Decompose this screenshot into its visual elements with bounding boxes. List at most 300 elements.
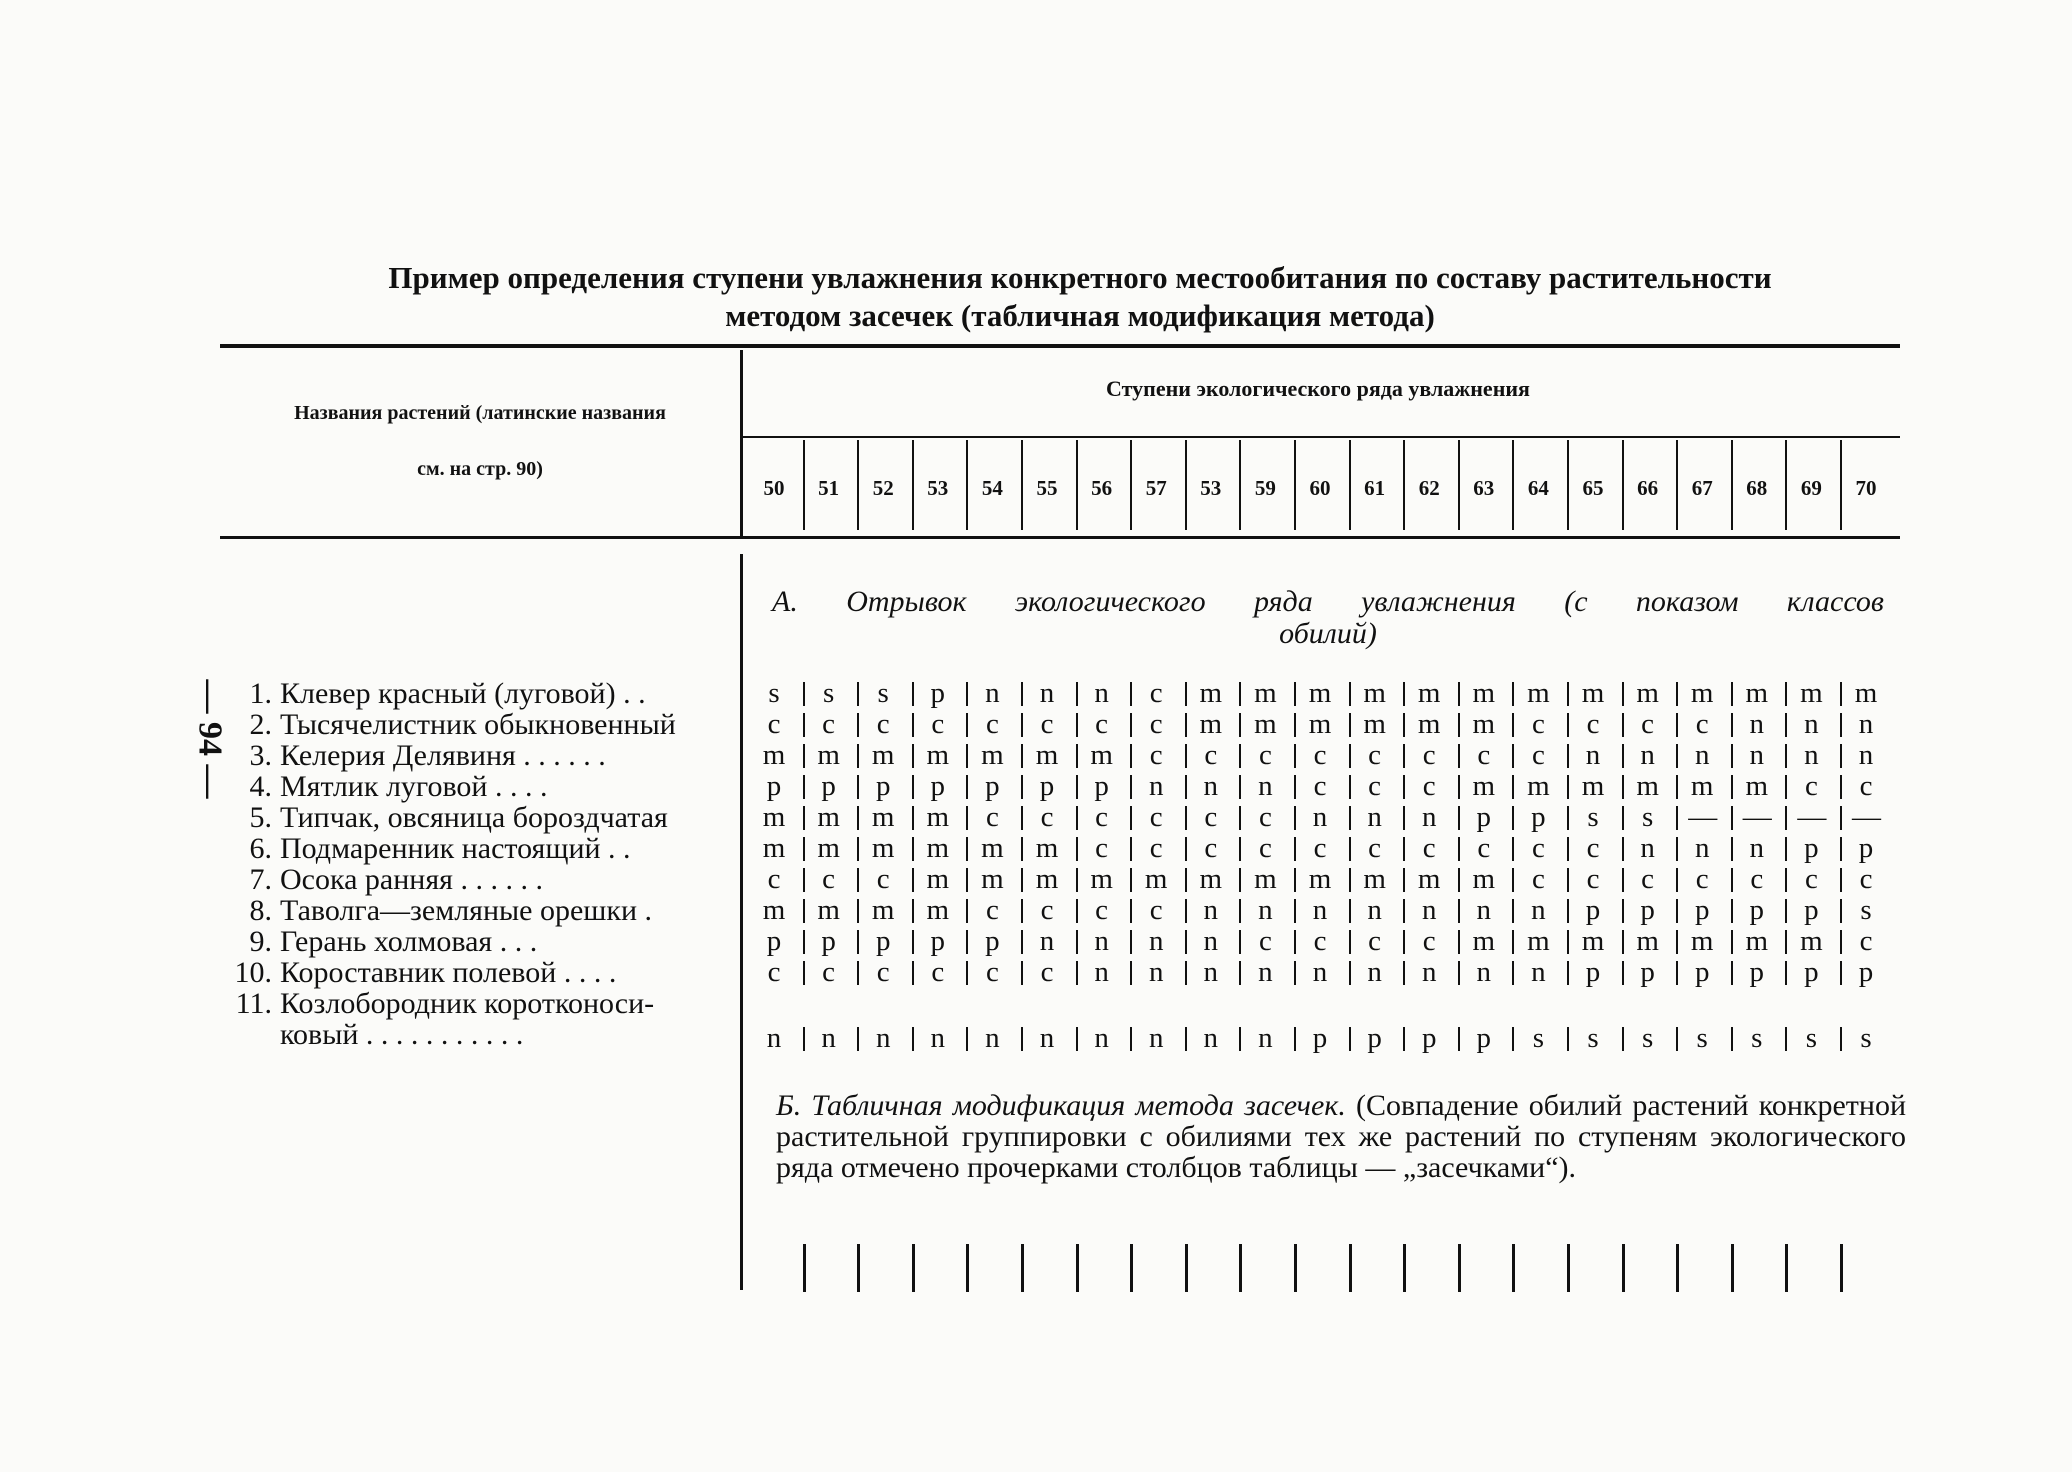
cell-separator: [1349, 837, 1351, 861]
cell-separator: [803, 837, 805, 861]
abundance-cell: m: [1417, 708, 1441, 740]
cell-separator: [1185, 961, 1187, 985]
plant-name: Осока ранняя . . . . . .: [280, 863, 543, 896]
column-number: 61: [1364, 476, 1386, 500]
abundance-cell: m: [1800, 677, 1823, 709]
plant-number: 5.: [249, 801, 272, 834]
notch-mark: [966, 1244, 969, 1292]
abundance-cell: m: [1527, 925, 1550, 957]
plant-row: [228, 988, 728, 1019]
section-a-word: Отрывок: [846, 585, 967, 618]
cell-separator: [1239, 806, 1241, 830]
abundance-cell: p: [930, 677, 946, 709]
abundance-cell: n: [1749, 739, 1765, 771]
abundance-cell: p: [1858, 832, 1874, 864]
cell-separator: [1021, 868, 1023, 892]
abundance-cell: m: [1472, 770, 1496, 802]
column-number: 56: [1091, 476, 1113, 500]
plant-number: 9.: [249, 925, 272, 958]
cell-separator: [1349, 806, 1351, 830]
column-separator: [1239, 440, 1241, 530]
cell-separator: [1622, 961, 1624, 985]
abundance-cell: c: [1804, 863, 1818, 895]
abundance-cell: m: [871, 894, 895, 926]
abundance-cell: p: [821, 925, 836, 957]
cell-separator: [1840, 899, 1842, 923]
cell-separator: [1294, 1027, 1296, 1051]
cell-separator: [1076, 837, 1078, 861]
cell-separator: [1458, 775, 1460, 799]
cell-separator: [1130, 775, 1132, 799]
abundance-cell: p: [1585, 894, 1601, 926]
abundance-cell: m: [762, 801, 786, 833]
column-separator: [912, 440, 914, 530]
cell-separator: [1294, 682, 1296, 706]
cell-separator: [1349, 744, 1351, 768]
cell-separator: [1458, 961, 1460, 985]
cell-separator: [1512, 1027, 1514, 1051]
cell-separator: [803, 899, 805, 923]
cell-separator: [803, 744, 805, 768]
cell-separator: [1785, 930, 1787, 954]
plant-row: [228, 802, 728, 833]
abundance-cell: c: [1422, 739, 1436, 771]
abundance-cell: n: [1258, 956, 1273, 988]
abundance-cell: n: [1094, 925, 1109, 957]
abundance-cell: c: [1258, 739, 1272, 771]
abundance-cell: c: [1258, 925, 1272, 957]
cell-separator: [1403, 775, 1405, 799]
plant-name: Тысячелистник обыкновенный: [280, 708, 676, 741]
cell-separator: [1130, 1027, 1132, 1051]
cell-separator: [1840, 1027, 1842, 1051]
notch-mark: [1567, 1244, 1570, 1292]
cell-separator: [1294, 899, 1296, 923]
cell-separator: [1512, 961, 1514, 985]
abundance-cell: c: [1313, 925, 1327, 957]
cell-separator: [1294, 961, 1296, 985]
plant-name: Клевер красный (луговой) . .: [280, 677, 646, 710]
cell-separator: [1622, 806, 1624, 830]
abundance-cell: c: [1750, 863, 1764, 895]
cell-separator: [912, 837, 914, 861]
cell-separator: [857, 930, 859, 954]
cell-separator: [1349, 899, 1351, 923]
abundance-cell: n: [930, 1022, 946, 1054]
cell-separator: [912, 868, 914, 892]
abundance-cell: m: [981, 739, 1004, 771]
plant-name: Типчак, овсяница бороздчатая: [280, 801, 668, 834]
abundance-cell: c: [822, 708, 836, 740]
abundance-cell: m: [1363, 677, 1386, 709]
abundance-cell: m: [1035, 832, 1059, 864]
section-b-body: (Совпадение обилий растений конкретной растительной группировки с обилиями тех же растений по ступеням экологического ряда отмечено прочерками столбцов таблицы — „засечками“).: [776, 1089, 1906, 1184]
header-left-line-2: см. на стр. 90): [417, 458, 543, 480]
abundance-cell: n: [1039, 925, 1055, 957]
abundance-cell: c: [767, 708, 781, 740]
cell-separator: [1403, 930, 1405, 954]
section-a-word: (с: [1564, 585, 1588, 618]
plant-row: [228, 895, 728, 926]
abundance-cell: n: [1148, 1022, 1164, 1054]
cell-separator: [1239, 744, 1241, 768]
notch-mark: [1076, 1244, 1079, 1292]
cell-separator: [1294, 930, 1296, 954]
cell-separator: [1349, 682, 1351, 706]
abundance-cell: c: [1859, 863, 1873, 895]
cell-separator: [1458, 682, 1460, 706]
plant-number: 11.: [235, 987, 272, 1020]
cell-separator: [912, 806, 914, 830]
plant-number: 1.: [249, 677, 272, 710]
abundance-cell: c: [985, 894, 999, 926]
cell-separator: [1512, 837, 1514, 861]
abundance-cell: m: [1035, 739, 1059, 771]
abundance-cell: n: [1531, 894, 1546, 926]
abundance-cell: —: [1688, 801, 1718, 833]
abundance-cell: m: [762, 832, 786, 864]
abundance-cell: c: [876, 863, 890, 895]
cell-separator: [1349, 868, 1351, 892]
cell-separator: [1676, 806, 1678, 830]
plant-row: [228, 771, 728, 802]
cell-separator: [1731, 744, 1733, 768]
cell-separator: [1076, 775, 1078, 799]
abundance-cell: m: [1363, 863, 1386, 895]
abundance-cell: s: [822, 677, 835, 709]
cell-separator: [1731, 1027, 1733, 1051]
cell-separator: [1785, 775, 1787, 799]
cell-separator: [1622, 899, 1624, 923]
abundance-cell: c: [1368, 770, 1382, 802]
abundance-cell: m: [1527, 770, 1550, 802]
cell-separator: [1294, 806, 1296, 830]
abundance-cell: n: [1476, 894, 1492, 926]
column-separator: [1567, 440, 1569, 530]
title-line-2: методом засечек (табличная модификация метода): [725, 298, 1435, 333]
plant-row: [228, 864, 728, 895]
abundance-cell: m: [1363, 708, 1386, 740]
cell-separator: [803, 961, 805, 985]
abundance-cell: m: [1854, 677, 1878, 709]
cell-separator: [1785, 682, 1787, 706]
column-number: 68: [1746, 476, 1768, 500]
cell-separator: [966, 961, 968, 985]
abundance-cell: c: [1531, 708, 1545, 740]
abundance-cell: n: [821, 1022, 836, 1054]
cell-separator: [1840, 744, 1842, 768]
abundance-cell: c: [767, 956, 781, 988]
cell-separator: [1403, 837, 1405, 861]
abundance-cell: s: [1751, 1022, 1763, 1054]
column-separator: [1622, 440, 1624, 530]
abundance-cell: m: [871, 832, 895, 864]
cell-separator: [966, 806, 968, 830]
abundance-cell: n: [1694, 739, 1710, 771]
cell-separator: [1512, 899, 1514, 923]
abundance-cell: n: [1804, 708, 1819, 740]
cell-separator: [1130, 899, 1132, 923]
cell-separator: [912, 775, 914, 799]
cell-separator: [1567, 713, 1569, 737]
abundance-cell: c: [1258, 801, 1272, 833]
cell-separator: [1349, 1027, 1351, 1051]
abundance-cell: p: [766, 925, 782, 957]
column-separator: [1349, 440, 1351, 530]
abundance-cell: s: [768, 677, 780, 709]
abundance-cell: n: [1804, 739, 1819, 771]
cell-separator: [912, 682, 914, 706]
column-number: 60: [1309, 476, 1331, 500]
cell-separator: [1458, 806, 1460, 830]
cell-separator: [1512, 930, 1514, 954]
cell-separator: [1239, 868, 1241, 892]
abundance-cell: c: [1422, 832, 1436, 864]
abundance-cell: m: [1144, 863, 1168, 895]
cell-separator: [1076, 713, 1078, 737]
cell-separator: [1731, 837, 1733, 861]
cell-separator: [1076, 961, 1078, 985]
cell-separator: [1239, 775, 1241, 799]
abundance-cell: m: [1254, 677, 1277, 709]
plant-number: 6.: [249, 832, 272, 865]
section-a-word: экологического: [1014, 585, 1206, 618]
cell-separator: [857, 868, 859, 892]
cell-separator: [1130, 806, 1132, 830]
column-number: 55: [1036, 476, 1058, 500]
cell-separator: [1021, 806, 1023, 830]
column-separator: [1731, 440, 1733, 530]
abundance-cell: c: [1204, 832, 1218, 864]
section-a-heading-line-1: [772, 585, 1884, 619]
abundance-cell: c: [1040, 708, 1054, 740]
cell-separator: [1239, 682, 1241, 706]
cell-separator: [1512, 682, 1514, 706]
abundance-cell: m: [1690, 677, 1714, 709]
abundance-cell: c: [1531, 863, 1545, 895]
abundance-cell: n: [1858, 708, 1874, 740]
plant-row: [228, 833, 728, 864]
cell-separator: [1021, 1027, 1023, 1051]
column-separator: [803, 440, 805, 530]
abundance-cell: c: [1313, 770, 1327, 802]
cell-separator: [1294, 868, 1296, 892]
abundance-cell: c: [822, 863, 836, 895]
abundance-cell: c: [876, 708, 890, 740]
cell-separator: [1349, 961, 1351, 985]
section-b-text: [776, 1090, 1906, 1183]
abundance-cell: c: [1204, 801, 1218, 833]
section-a-word: классов: [1786, 585, 1884, 618]
abundance-cell: n: [1094, 956, 1109, 988]
abundance-cell: n: [1312, 956, 1328, 988]
cell-separator: [1622, 682, 1624, 706]
abundance-cell: m: [1308, 708, 1332, 740]
abundance-cell: n: [1421, 894, 1437, 926]
abundance-cell: s: [1641, 801, 1654, 833]
cell-separator: [1076, 899, 1078, 923]
cell-separator: [1622, 744, 1624, 768]
cell-separator: [912, 930, 914, 954]
abundance-cell: p: [1367, 1022, 1382, 1054]
abundance-cell: p: [1640, 894, 1655, 926]
abundance-cell: n: [1367, 956, 1382, 988]
abundance-cell: s: [877, 677, 889, 709]
abundance-cell: m: [1745, 770, 1769, 802]
abundance-cell: c: [1368, 739, 1382, 771]
abundance-cell: —: [1797, 801, 1827, 833]
abundance-cell: m: [1690, 770, 1714, 802]
section-a-word: увлажнения: [1361, 585, 1516, 618]
cell-separator: [1567, 744, 1569, 768]
cell-separator: [1567, 899, 1569, 923]
abundance-cell: s: [1860, 1022, 1872, 1054]
cell-separator: [1185, 806, 1187, 830]
abundance-cell: m: [817, 832, 840, 864]
abundance-cell: p: [766, 770, 782, 802]
abundance-cell: c: [1695, 863, 1709, 895]
notch-mark: [1785, 1244, 1788, 1292]
plant-row: [228, 740, 728, 771]
cell-separator: [857, 744, 859, 768]
cell-separator: [1239, 1027, 1241, 1051]
notch-mark: [1294, 1244, 1297, 1292]
abundance-cell: m: [926, 894, 950, 926]
cell-separator: [1785, 868, 1787, 892]
abundance-cell: n: [1094, 1022, 1109, 1054]
abundance-cell: c: [931, 956, 945, 988]
cell-separator: [966, 682, 968, 706]
cell-separator: [1458, 899, 1460, 923]
abundance-cell: n: [1585, 739, 1601, 771]
cell-separator: [1458, 1027, 1460, 1051]
column-number: 63: [1473, 476, 1495, 500]
notch-mark: [1622, 1244, 1625, 1292]
cell-separator: [1840, 961, 1842, 985]
abundance-cell: p: [1476, 1022, 1492, 1054]
abundance-cell: n: [1858, 739, 1874, 771]
cell-separator: [857, 682, 859, 706]
abundance-cell: c: [1040, 894, 1054, 926]
column-number: 62: [1418, 476, 1440, 500]
cell-separator: [1349, 713, 1351, 737]
abundance-cell: n: [1367, 894, 1382, 926]
cell-separator: [966, 744, 968, 768]
cell-separator: [1567, 961, 1569, 985]
abundance-cell: n: [1203, 770, 1219, 802]
abundance-cell: c: [1313, 832, 1327, 864]
abundance-cell: n: [1148, 925, 1164, 957]
cell-separator: [1567, 806, 1569, 830]
header-mid-rule: [742, 436, 1900, 438]
abundance-cell: s: [1532, 1022, 1545, 1054]
abundance-cell: m: [1636, 677, 1659, 709]
column-separator: [857, 440, 859, 530]
abundance-cell: c: [1095, 708, 1109, 740]
cell-separator: [912, 899, 914, 923]
abundance-cell: p: [1039, 770, 1055, 802]
abundance-cell: m: [1199, 708, 1223, 740]
abundance-cell: m: [1472, 677, 1496, 709]
page-number: — 94 —: [191, 679, 229, 799]
column-separator: [1294, 440, 1296, 530]
cell-separator: [1239, 713, 1241, 737]
plant-name: Подмаренник настоящий . .: [280, 832, 631, 865]
notch-mark: [857, 1244, 860, 1292]
abundance-cell: c: [1477, 739, 1491, 771]
abundance-cell: m: [1636, 770, 1659, 802]
abundance-cell: c: [767, 863, 781, 895]
cell-separator: [1239, 930, 1241, 954]
column-separator: [966, 440, 968, 530]
column-number: 67: [1691, 476, 1713, 500]
cell-separator: [1676, 930, 1678, 954]
cell-separator: [857, 961, 859, 985]
top-thick-rule: [220, 344, 1900, 348]
abundance-cell: c: [1313, 739, 1327, 771]
cell-separator: [966, 868, 968, 892]
cell-separator: [1731, 775, 1733, 799]
abundance-cell: n: [1203, 925, 1219, 957]
abundance-cell: m: [1417, 863, 1441, 895]
cell-separator: [1458, 837, 1460, 861]
abundance-cell: m: [762, 894, 786, 926]
abundance-cell: c: [1040, 956, 1054, 988]
abundance-cell: m: [1581, 677, 1605, 709]
abundance-cell: p: [1640, 956, 1655, 988]
notch-mark: [1840, 1244, 1843, 1292]
abundance-cell: m: [1090, 863, 1113, 895]
column-number: 64: [1527, 476, 1549, 500]
cell-separator: [1840, 713, 1842, 737]
abundance-cell: m: [1035, 863, 1059, 895]
cell-separator: [1731, 961, 1733, 985]
abundance-cell: n: [1640, 832, 1655, 864]
cell-separator: [1239, 899, 1241, 923]
cell-separator: [1785, 837, 1787, 861]
abundance-cell: n: [1094, 677, 1109, 709]
cell-separator: [1676, 961, 1678, 985]
column-number: 53: [1200, 476, 1222, 500]
abundance-cell: p: [1804, 894, 1819, 926]
abundance-cell: c: [1586, 832, 1600, 864]
header-left-line-1: Названия растений (латинские названия: [294, 402, 666, 424]
abundance-cell: m: [926, 801, 950, 833]
column-number: 70: [1855, 476, 1877, 500]
plant-name: Таволга—земляные орешки .: [280, 894, 653, 927]
cell-separator: [1731, 713, 1733, 737]
column-separator: [1403, 440, 1405, 530]
cell-separator: [1840, 682, 1842, 706]
plant-name: Герань холмовая . . .: [280, 925, 538, 958]
cell-separator: [1567, 1027, 1569, 1051]
column-number: 54: [981, 476, 1003, 500]
cell-separator: [1567, 930, 1569, 954]
cell-separator: [803, 775, 805, 799]
abundance-cell: p: [875, 925, 891, 957]
cell-separator: [1294, 837, 1296, 861]
notch-mark: [912, 1244, 915, 1292]
notch-mark: [1130, 1244, 1133, 1292]
cell-separator: [1785, 713, 1787, 737]
notch-mark: [1239, 1244, 1242, 1292]
abundance-cell: c: [1641, 708, 1655, 740]
cell-separator: [1676, 899, 1678, 923]
abundance-cell: n: [1749, 832, 1765, 864]
cell-separator: [1021, 682, 1023, 706]
column-number: 52: [872, 476, 894, 500]
abundance-cell: m: [1308, 863, 1332, 895]
